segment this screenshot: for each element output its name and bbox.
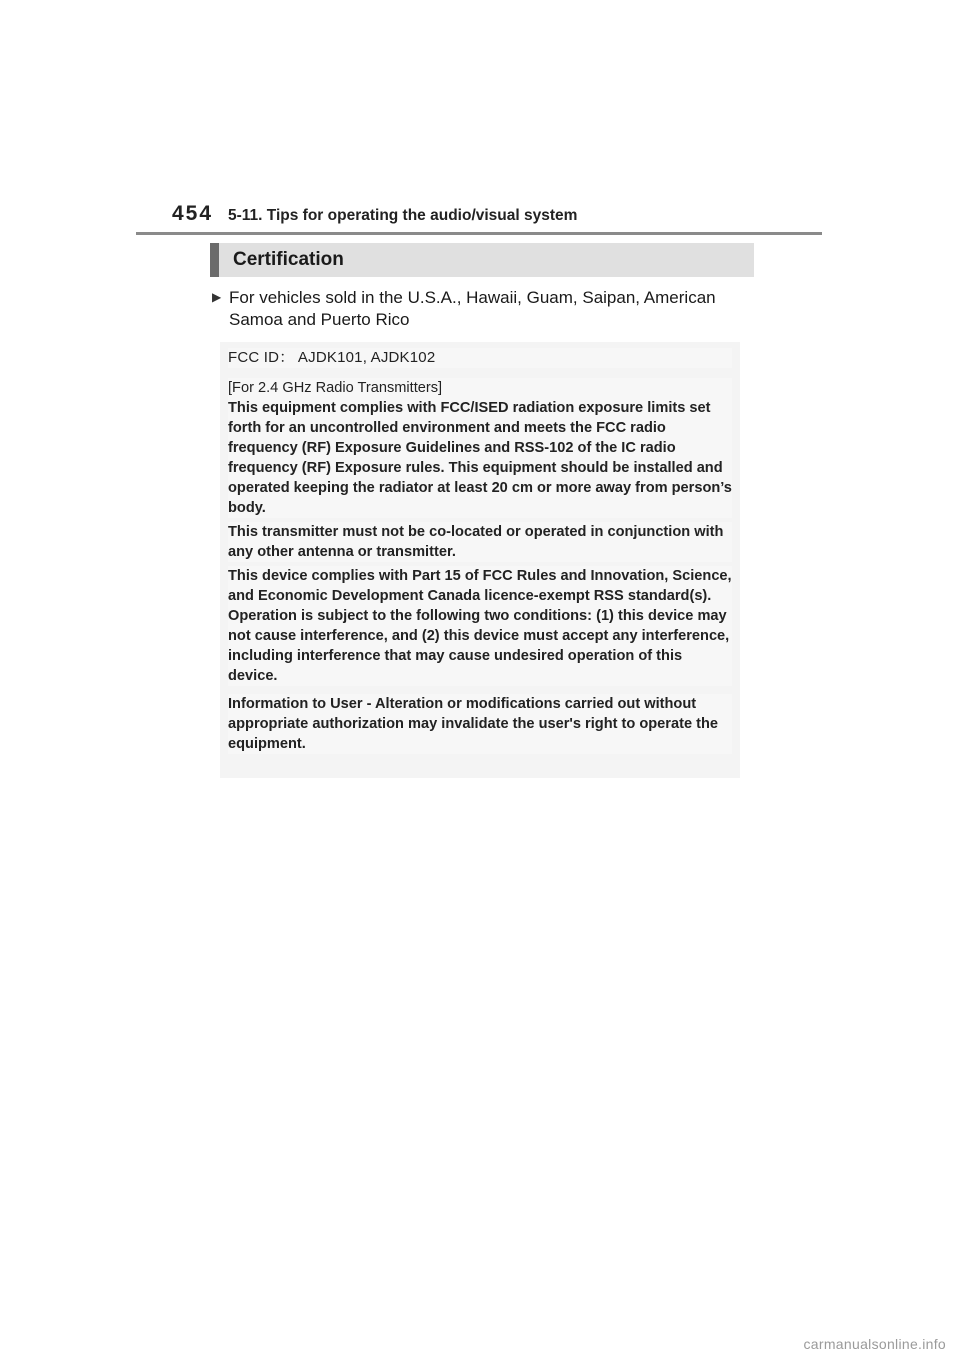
certification-label-image xyxy=(220,342,740,778)
triangle-bullet-icon: ▶ xyxy=(212,290,222,304)
colocation-text: This transmitter must not be co-located or operated in conjunction with any other antenna or transmitter. xyxy=(228,524,724,560)
rf-exposure-text: This equipment complies with FCC/ISED radiation exposure limits set forth for an uncontrolled environment and meets the FCC radio frequency (RF) Exposure Guidelines and RSS-102 of the IC radio frequency (RF) Exposure rules. This equipment should be installed and operated keeping the radiator at least 20 cm or more away from person’s body. xyxy=(228,400,732,516)
colocation-block xyxy=(228,522,732,562)
fcc-id-block xyxy=(228,348,732,368)
user-info-block xyxy=(228,694,732,754)
section-title: Certification xyxy=(233,249,344,270)
bullet-text: For vehicles sold in the U.S.A., Hawaii, Guam, Saipan, American Samoa and Puerto Rico xyxy=(229,288,716,329)
fcc-id-text: FCC ID： AJDK101, AJDK102 xyxy=(228,349,436,366)
page-number: 454 xyxy=(172,202,214,225)
section-heading-bar xyxy=(210,243,754,277)
part15-block xyxy=(228,566,732,686)
rf-exposure-block xyxy=(228,378,732,518)
part15-text: This device complies with Part 15 of FCC Rules and Innovation, Science, and Economic Development Canada licence-exempt RSS standard(s). Operation is subject to the following two conditions: (1) this device may not cause interference, and (2) this device must accept any interference, including interference that may cause undesired operation of this device. xyxy=(228,568,732,684)
bullet-item xyxy=(212,287,752,331)
rf-heading-text: [For 2.4 GHz Radio Transmitters] xyxy=(228,380,443,396)
header-divider xyxy=(136,232,822,235)
chapter-heading: 5-11. Tips for operating the audio/visual system xyxy=(228,207,578,224)
user-info-text: Information to User - Alteration or modifications carried out without appropriate authorization may invalidate the user's right to operate the equipment. xyxy=(228,696,719,752)
watermark-text: carmanualsonline.info xyxy=(803,1336,946,1352)
